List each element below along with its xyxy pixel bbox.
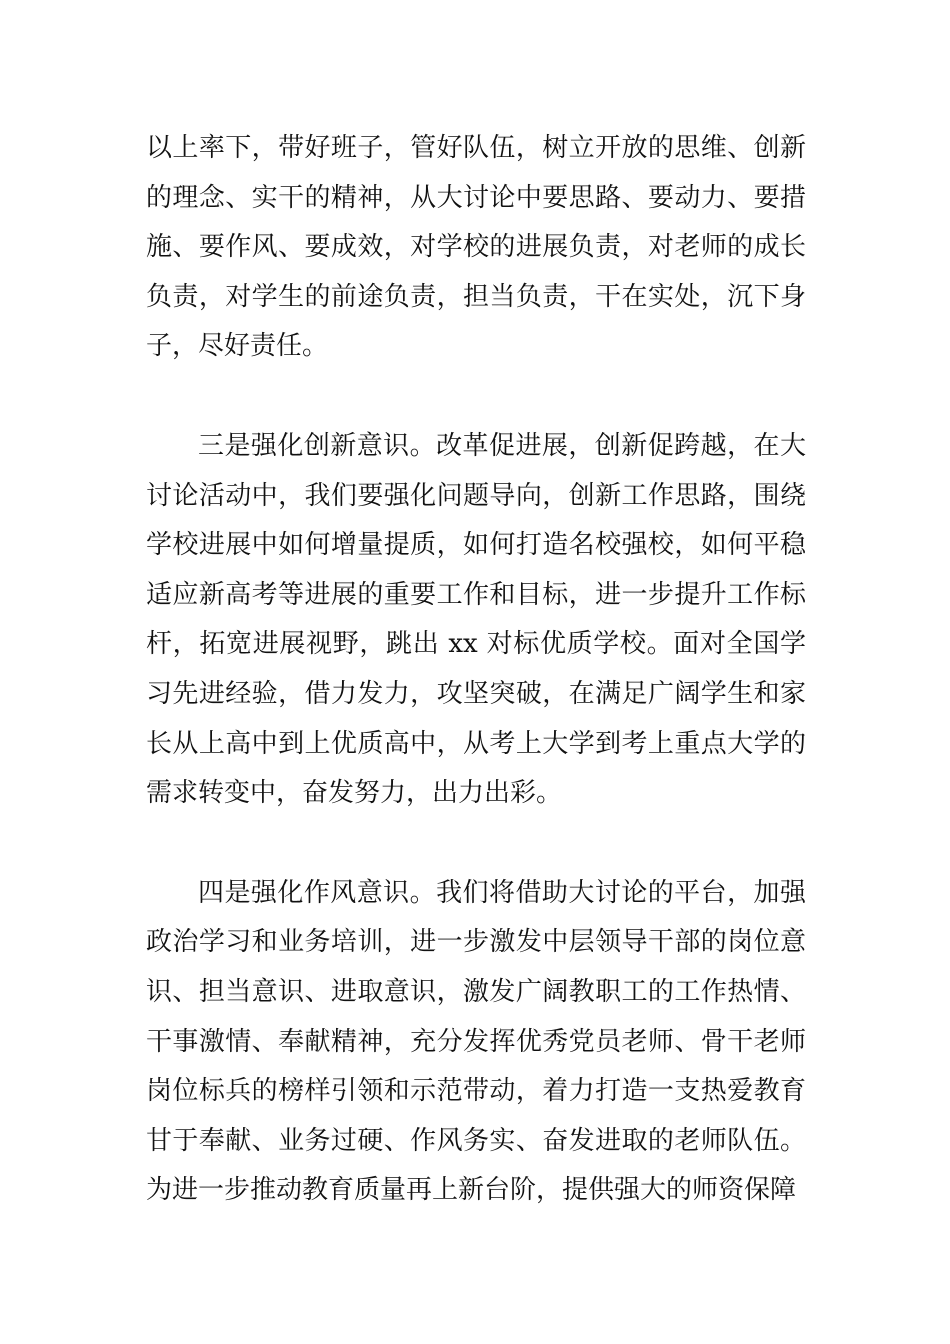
document-page — [146, 124, 806, 1216]
paragraph-continuation: 以上率下，带好班子，管好队伍，树立开放的思维、创新的理念、实干的精神，从大讨论中要思路、要动力、要措施、要作风、要成效，对学校的进展负责，对老师的成长负责，对学生的前途负责，担当负责，干在实处，沉下身子，尽好责任。 — [146, 133, 806, 362]
paragraph-work-style-awareness: 四是强化作风意识。我们将借助大讨论的平台，加强政治学习和业务培训，进一步激发中层领导干部的岗位意识、担当意识、进取意识，激发广阔教职工的工作热情、干事激情、奉献精神，充分发挥优秀党员老师、骨干老师岗位标兵的榜样引领和示范带动，着力打造一支热爱教育甘于奉献、业务过硬、作风务实、奋发进取的老师队伍。为进一步推动教育质量再上新台阶，提供强大的师资保障 — [146, 877, 806, 1206]
paragraph-innovation-awareness: 三是强化创新意识。改革促进展，创新促跨越，在大讨论活动中，我们要强化问题导向，创新工作思路，围绕学校进展中如何增量提质，如何打造名校强校，如何平稳适应新高考等进展的重要工作和目标，进一步提升工作标杆，拓宽进展视野，跳出 xx 对标优质学校。面对全国学习先进经验，借力发力，攻坚突破，在满足广阔学生和家长从上高中到上优质高中，从考上大学到考上重点大学的需求转变中，奋发努力，出力出彩。 — [146, 430, 806, 809]
